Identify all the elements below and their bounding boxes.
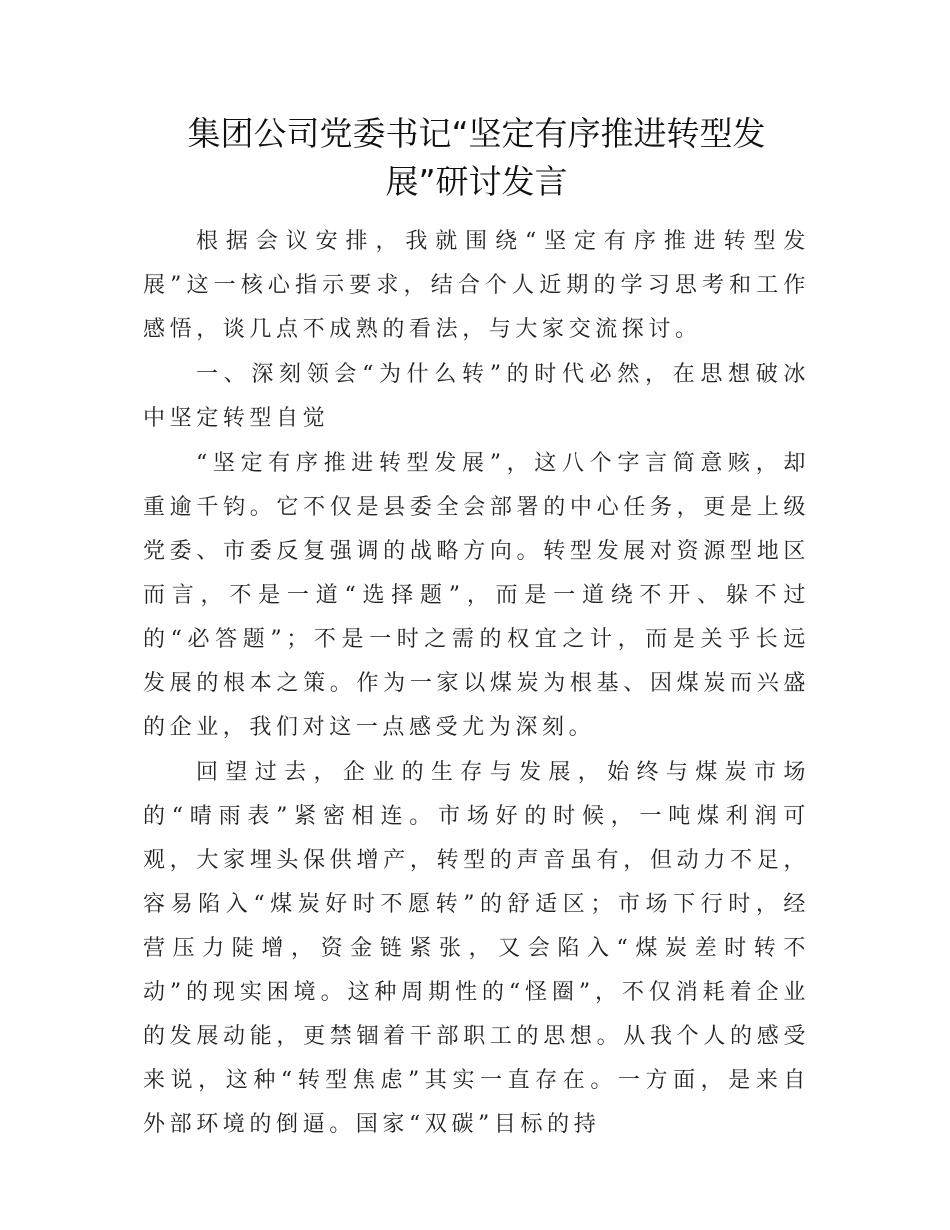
title-line-1: 集团公司党委书记“坚定有序推进转型发 — [187, 114, 766, 153]
intro-paragraph: 根据会议安排，我就围绕“坚定有序推进转型发展”这一核心指示要求，结合个人近期的学习思考和工作感悟，谈几点不成熟的看法，与大家交流探讨。 — [143, 229, 810, 342]
document-body — [143, 220, 810, 1147]
section-heading-1: 一、深刻领会“为什么转”的时代必然，在思想破冰中坚定转型自觉 — [143, 362, 810, 431]
document-title — [143, 110, 810, 206]
body-paragraph: “坚定有序推进转型发展”，这八个字言简意赅，却重逾千钧。它不仅是县委全会部署的中心任务，更是上级党委、市委反复强调的战略方向。转型发展对资源型地区而言，不是一道“选择题”，而是一道绕不开、躲不过的“必答题”；不是一时之需的权宜之计，而是关乎长远发展的根本之策。作为一家以煤炭为根基、因煤炭而兴盛的企业，我们对这一点感受尤为深刻。 — [143, 451, 810, 740]
body-paragraph: 回望过去，企业的生存与发展，始终与煤炭市场的“晴雨表”紧密相连。市场好的时候，一吨煤利润可观，大家埋头保供增产，转型的声音虽有，但动力不足，容易陷入“煤炭好时不愿转”的舒适区；市场下行时，经营压力陡增，资金链紧张，又会陷入“煤炭差时转不动”的现实困境。这种周期性的“怪圈”，不仅消耗着企业的发展动能，更禁锢着干部职工的思想。从我个人的感受来说，这种“转型焦虑”其实一直存在。一方面，是来自外部环境的倒逼。国家“双碳”目标的持 — [143, 760, 810, 1137]
title-line-2: 展”研讨发言 — [385, 162, 568, 201]
